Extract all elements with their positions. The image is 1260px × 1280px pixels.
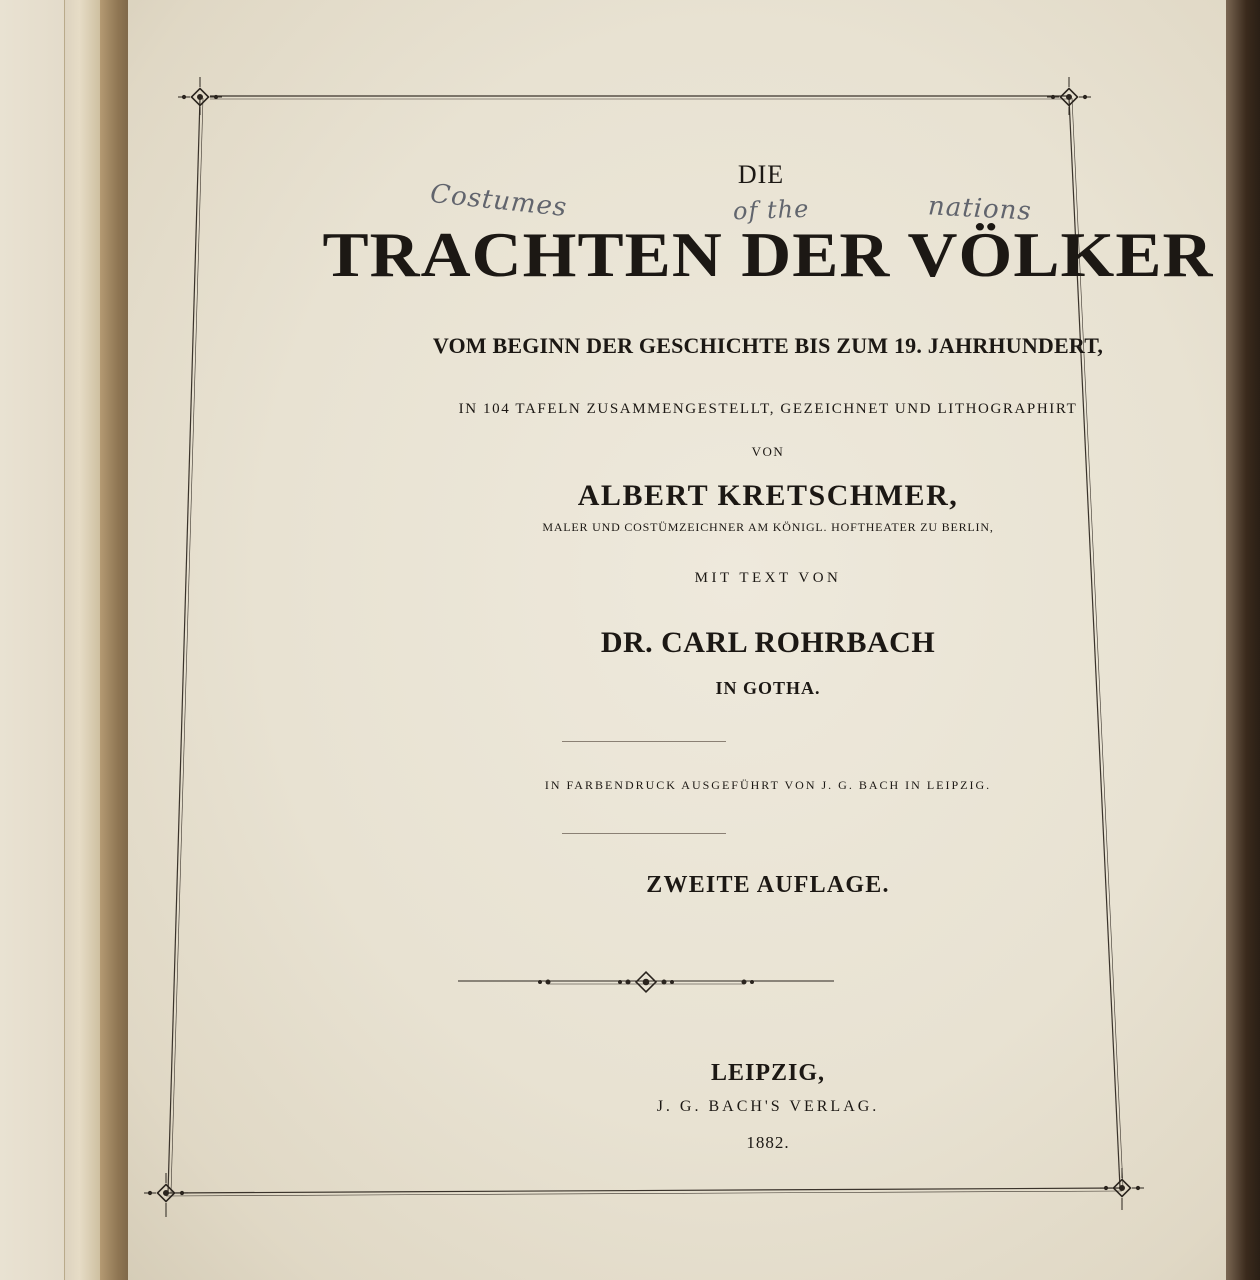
handwritten-note-3: nations [927,191,1033,227]
coauthor-name: DR. CARL ROHRBACH [600,626,936,659]
publication-city: LEIPZIG, [710,1060,826,1086]
publication-year: 1882. [746,1133,790,1152]
by-line: VON [751,444,785,459]
title-article: DIE [737,160,785,189]
text-by-line: MIT TEXT VON [694,570,842,586]
coauthor-place: IN GOTHA. [715,678,821,698]
divider-rule-1 [562,741,726,742]
divider-ornament-icon [458,972,834,992]
author-role: MALER UND COSTÜMZEICHNER AM KÖNIGL. HOFTHEATER ZU BERLIN, [542,520,994,534]
edition: ZWEITE AUFLAGE. [646,872,890,898]
book-title: TRACHTEN DER VÖLKER [322,219,1214,290]
printing-note: IN FARBENDRUCK AUSGEFÜHRT VON J. G. BACH IN LEIPZIG. [544,778,992,792]
title-page [128,0,1232,1280]
publisher: J. G. BACH'S VERLAG. [656,1098,880,1115]
handwritten-note-1: Costumes [428,178,569,224]
handwritten-note-2: of the [732,194,810,226]
book-subtitle: VOM BEGINN DER GESCHICHTE BIS ZUM 19. JAHRHUNDERT, [432,333,1104,358]
book-description: IN 104 TAFELN ZUSAMMENGESTELLT, GEZEICHNET UND LITHOGRAPHIRT [458,401,1078,417]
author-name: ALBERT KRETSCHMER, [577,479,959,512]
table-background [1226,0,1260,1280]
page-stack-edge [64,0,101,1280]
divider-rule-2 [562,833,726,834]
